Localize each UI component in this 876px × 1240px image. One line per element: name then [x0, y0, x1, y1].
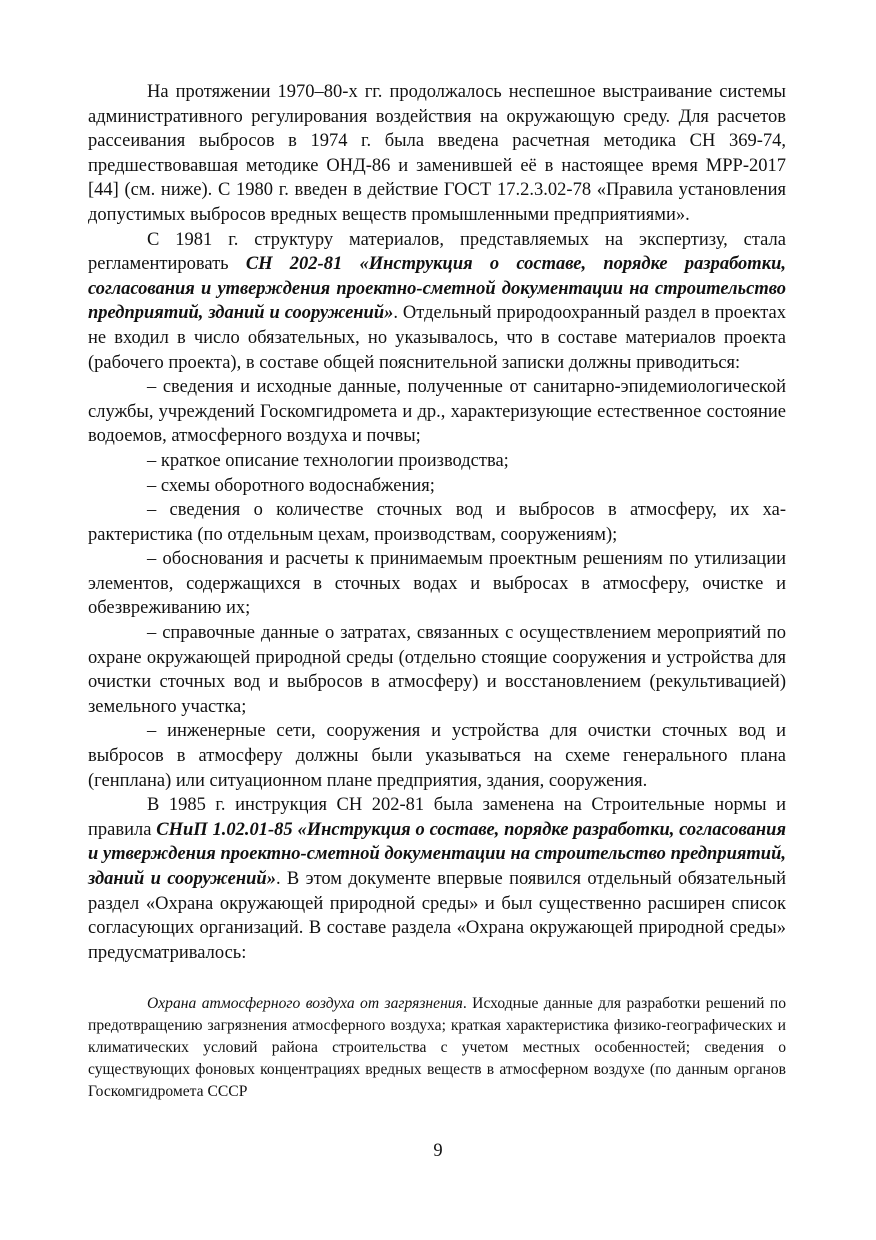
list-item: – схемы оборотного водоснабжения;: [147, 475, 435, 496]
page-content: [88, 80, 786, 1102]
paragraph-3-rest: . В этом документе впервые появился отдельный обязательный раздел «Охрана окружающей природной среды» и был существенно расширен список согласующих организаций. В составе раздела «Охрана окружающей природной среды» предусматривалось:: [88, 869, 787, 963]
paragraph-2: [88, 228, 786, 376]
list-item: – справочные данные о затратах, связанных с осуществлением мероприятий по охране окружающей природной среды (отдельно стоящие сооружения и устройства для очистки сточных вод и выбросов в атмосферу) и восстановлением (рекультивацией) земельного участка;: [88, 623, 786, 717]
list-item: – сведения и исходные данные, полученные от санитарно-эпидемиологической службы, учреждений Госкомгидромета и др., характеризующие естественное состояние водоемов, атмосферного воздуха и почвы;: [88, 377, 786, 447]
quoted-text: . Исходные данные для разработки решений по предотвращению загрязнения атмосферного воздуха; краткая характеристика физико-географических и климатических условий района строительства с учетом местных особенностей; сведения о существующих фоновых концентрациях вредных веществ в атмосферном воздухе (по данным органов Госкомгидромета СССР: [88, 995, 786, 1100]
document-title-sn-202-81: СН 202-81 «Инструкция о составе, порядке разработки, согласования и утверждения проектно-сметной документации на строительство предприятий, зданий и сооружений»: [88, 254, 786, 324]
page-number: 9: [433, 1141, 443, 1161]
paragraph-1: На протяжении 1970–80-х гг. продолжалось неспешное выстраивание системы административного регулирования воздействия на окружающую среду. Для расчетов рассеивания выбросов в 1974 г. была введена расчетная методика СН 369-74, предшествовавшая методике ОНД-86 и заменившей её в настоящее время МРР-2017 [44] (см. ниже). С 1980 г. введен в действие ГОСТ 17.2.3.02-78 «Правила установления допустимых выбросов вредных веществ промышленными предприятиями».: [88, 82, 786, 225]
paragraph-2-intro: С 1981 г. структуру материалов, представляемых на экспертизу, стала регламентировать: [88, 229, 786, 275]
paragraph-3: [88, 793, 786, 965]
paragraph-2-rest: . Отдельный природоохранный раздел в проектах не входил в число обязательных, но указывалось, что в составе материалов проекта (рабочего проекта), в составе общей пояснительной записки должны приводиться:: [88, 303, 786, 373]
list-item: – инженерные сети, сооружения и устройства для очистки сточных вод и выбросов в атмосферу должны были указываться на схеме генерального плана (генплана) или ситуационном плане предприятия, здания, сооружения.: [88, 721, 786, 791]
quoted-heading: Охрана атмосферного воздуха от загрязнения: [147, 995, 463, 1013]
list-item: – сведения о количестве сточных вод и выбросов в атмосферу, их характеристика (по отдельным цехам, производствам, сооружениям);: [88, 500, 786, 545]
paragraph-3-intro: В 1985 г. инструкция СН 202-81 была заменена на Строительные нормы и правила: [88, 795, 786, 840]
main-text: [88, 80, 786, 965]
quoted-paragraph: [88, 993, 786, 1102]
list-item: – обоснования и расчеты к принимаемым проектным решениям по утилизации элементов, содержащихся в сточных водах и выбросах в атмосферу, очистке и обезвреживанию их;: [88, 549, 786, 619]
document-title-snip-1-02-01-85: СНиП 1.02.01-85 «Инструкция о составе, порядке разработки, согласования и утверждения проектно-сметной документации на строительство предприятий, зданий и сооружений»: [88, 819, 786, 889]
quoted-excerpt: [88, 993, 786, 1102]
list-item: – краткое описание технологии производства;: [147, 450, 509, 471]
